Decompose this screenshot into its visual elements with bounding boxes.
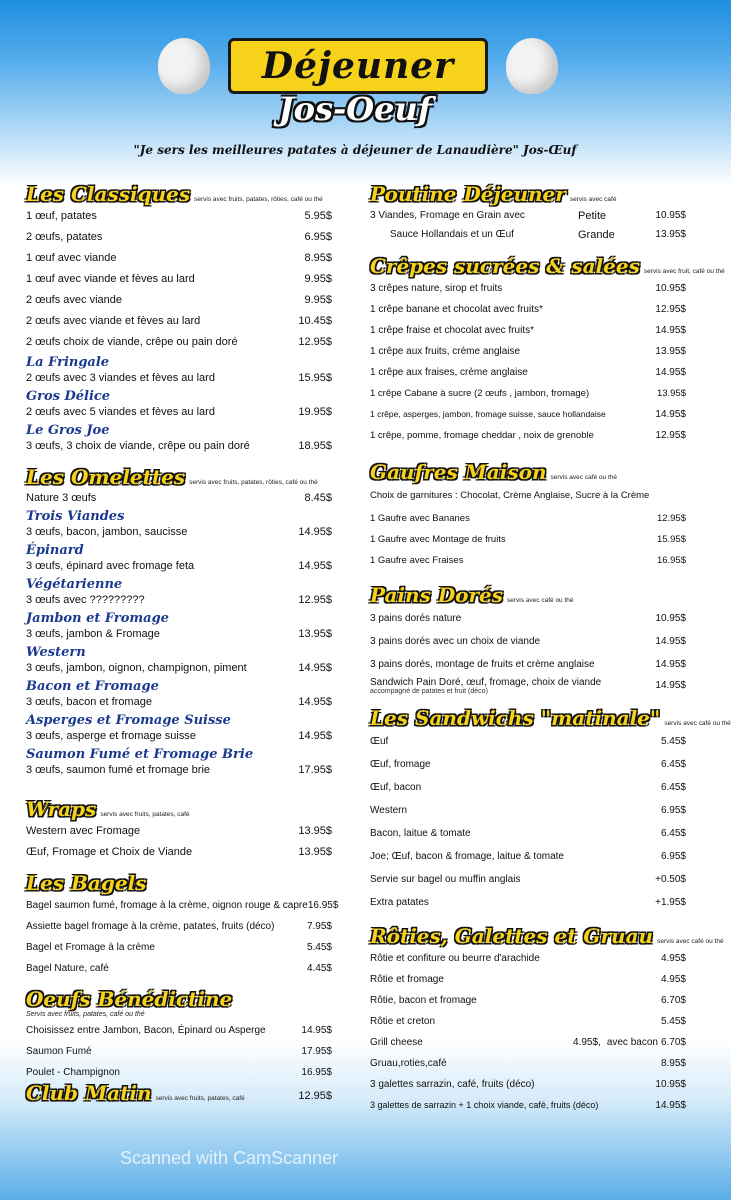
menu-item: 2 œufs avec 3 viandes et fèves au lard 15.95$ (26, 372, 332, 384)
menu-item: Rôtie, bacon et fromage 6.70$ (370, 995, 686, 1006)
menu-item: Bacon, laitue & tomate 6.45$ (370, 828, 686, 839)
section-header-crepes (370, 254, 725, 278)
menu-item: Gruau,roties,café 8.95$ (370, 1058, 686, 1069)
section-note: servis avec café ou thé (550, 474, 617, 481)
item-footnote: accompagné de patates et fruit (déco) (370, 688, 488, 695)
section-header-bagels (26, 871, 332, 895)
menu-item: 3 pains dorés, montage de fruits et crème anglaise 14.95$ (370, 659, 686, 670)
page-title: Déjeuner (261, 45, 455, 87)
menu-item: Sandwich Pain Doré, œuf, fromage, choix de viande accompagné de patates et fruit (déco) 14.95$ (370, 677, 686, 695)
menu-item: Œuf 5.45$ (370, 736, 686, 747)
section-note: servis avec fruits, patates, café (155, 1095, 245, 1102)
section-header-sandwichs (370, 706, 731, 730)
section-note: servis avec fruits, patates, café (100, 811, 190, 818)
menu-item: 3 œufs, asperge et fromage suisse 14.95$ (26, 730, 332, 742)
item-subtitle: Asperges et Fromage Suisse (26, 713, 231, 728)
menu-item: 1 œuf avec viande 8.95$ (26, 252, 332, 264)
section-header-roties (370, 924, 724, 948)
menu-item: 3 œufs, bacon, jambon, saucisse 14.95$ (26, 526, 332, 538)
item-subtitle: Végétarienne (26, 577, 123, 592)
section-title: Poutine Déjeuner (370, 182, 566, 206)
menu-item: 1 crêpe Cabane à sucre (2 œufs , jambon, fromage) 13.95$ (370, 388, 686, 399)
section-title: Oeufs Bénédictine (26, 987, 233, 1011)
menu-item: Servie sur bagel ou muffin anglais +0.50$ (370, 874, 686, 885)
menu-item: 3 œufs avec ????????? 12.95$ (26, 594, 332, 606)
menu-item: 3 œufs, bacon et fromage 14.95$ (26, 696, 332, 708)
menu-item: Œuf, fromage 6.45$ (370, 759, 686, 770)
menu-item: 1 crêpe banane et chocolat avec fruits* 12.95$ (370, 304, 686, 315)
scanner-watermark: Scanned with CamScanner (120, 1148, 339, 1168)
item-subtitle: Épinard (26, 543, 84, 558)
menu-item: 1 Gaufre avec Bananes 12.95$ (370, 513, 686, 524)
menu-item: Saumon Fumé 17.95$ (26, 1046, 332, 1057)
menu-item: Œuf, bacon 6.45$ (370, 782, 686, 793)
menu-item: 3 œufs, jambon & Fromage 13.95$ (26, 628, 332, 640)
section-title: Crêpes sucrées & salées (370, 254, 640, 278)
menu-item: Western 6.95$ (370, 805, 686, 816)
cracked-egg-icon (506, 38, 558, 94)
menu-item: 1 crêpe, pomme, fromage cheddar , noix de grenoble 12.95$ (370, 430, 686, 441)
title-banner (228, 38, 488, 94)
menu-item: 1 crêpe fraise et chocolat avec fruits* 14.95$ (370, 325, 686, 336)
menu-item: Sauce Hollandais et un Œuf Grande 13.95$ (390, 229, 686, 241)
menu-item: Bagel et Fromage à la crème 5.45$ (26, 942, 332, 953)
left-column (26, 178, 339, 1109)
section-title: Gaufres Maison (370, 460, 547, 484)
cracked-egg-icon (158, 38, 210, 94)
menu-item: Nature 3 œufs 8.45$ (26, 492, 332, 504)
menu-item: 3 galettes de sarrazin + 1 choix viande, café, fruits (déco) 14.95$ (370, 1100, 686, 1111)
section-note: Servis avec fruits, patates, café ou thé (26, 1011, 145, 1018)
menu-item: Rôtie et creton 5.45$ (370, 1016, 686, 1027)
section-title: Les Omelettes (26, 465, 186, 489)
menu-item: 3 crêpes nature, sirop et fruits 10.95$ (370, 283, 686, 294)
item-subtitle: Le Gros Joe (26, 423, 110, 438)
section-title: Les Classiques (26, 182, 191, 206)
menu-item: 2 œufs avec viande et fèves au lard 10.45$ (26, 315, 332, 327)
menu-item: 1 crêpe aux fraises, crème anglaise 14.95$ (370, 367, 686, 378)
menu-item: Œuf, Fromage et Choix de Viande 13.95$ (26, 846, 332, 858)
menu-item-name: Sandwich Pain Doré, œuf, fromage, choix de viande (370, 677, 602, 688)
menu-item: 3 galettes sarrazin, café, fruits (déco) 10.95$ (370, 1079, 686, 1090)
section-header-benedictine (26, 987, 332, 1011)
menu-item: 3 pains dorés nature 10.95$ (370, 613, 686, 624)
menu-header (0, 0, 710, 170)
slogan: "Je sers les meilleures patates à déjeuner de Lanaudière" Jos-Œuf (133, 143, 577, 157)
section-note: servis avec fruit, café ou thé (643, 268, 725, 275)
item-subtitle: Saumon Fumé et Fromage Brie (26, 747, 254, 762)
menu-item: 2 œufs, patates 6.95$ (26, 231, 332, 243)
section-header-poutine (370, 182, 686, 206)
menu-item: 2 œufs avec 5 viandes et fèves au lard 19.95$ (26, 406, 332, 418)
garnish-choices: Choix de garnitures : Chocolat, Crème Anglaise, Sucre à la Crème (370, 490, 650, 501)
section-header-pains (370, 583, 686, 607)
menu-item: Joe; Œuf, bacon & fromage, laitue & tomate 6.95$ (370, 851, 686, 862)
section-note: servis avec fruits, patates, rôties, café ou thé (189, 479, 318, 486)
section-note: servis avec fruits, patates, rôties, café ou thé (194, 196, 323, 203)
menu-item: Rôtie et fromage 4.95$ (370, 974, 686, 985)
section-header-wraps (26, 797, 332, 821)
menu-item: 3 œufs, saumon fumé et fromage brie 17.95$ (26, 764, 332, 776)
item-subtitle: Jambon et Fromage (26, 611, 169, 626)
menu-item: 1 crêpe aux fruits, crème anglaise 13.95$ (370, 346, 686, 357)
section-note: servis avec café ou thé (664, 720, 731, 727)
menu-item: 1 crêpe, asperges, jambon, fromage suisse, sauce hollandaise 14.95$ (370, 409, 686, 420)
menu-item: 1 Gaufre avec Fraises 16.95$ (370, 555, 686, 566)
item-subtitle: Western (26, 645, 86, 660)
brand-logo: Jos-Oeuf (278, 90, 432, 128)
menu-item: 2 œufs choix de viande, crêpe ou pain doré 12.95$ (26, 336, 332, 348)
menu-item: 3 pains dorés avec un choix de viande 14.95$ (370, 636, 686, 647)
menu-item: Poulet - Champignon 16.95$ (26, 1067, 332, 1078)
menu-item: 3 œufs, jambon, oignon, champignon, piment 14.95$ (26, 662, 332, 674)
menu-item: 2 œufs avec viande 9.95$ (26, 294, 332, 306)
section-title: Wraps (26, 797, 97, 821)
menu-item: Choisissez entre Jambon, Bacon, Épinard ou Asperge 14.95$ (26, 1025, 332, 1036)
menu-item: 1 Gaufre avec Montage de fruits 15.95$ (370, 534, 686, 545)
menu-item: Bagel saumon fumé, fromage à la crème, oignon rouge & capre 16.95$ (26, 900, 339, 911)
item-subtitle: Bacon et Fromage (26, 679, 159, 694)
section-note: servis avec café ou thé (507, 597, 574, 604)
menu-item: 3 Viandes, Fromage en Grain avec Petite 10.95$ (370, 210, 686, 222)
right-column (370, 178, 731, 1116)
menu-item: Western avec Fromage 13.95$ (26, 825, 332, 837)
section-title: Pains Dorés (370, 583, 504, 607)
section-note: servis avec café ou thé (657, 938, 724, 945)
menu-item: Grill cheese 4.95$, avec bacon 6.70$ (370, 1037, 686, 1048)
section-header-club (26, 1083, 332, 1109)
section-title: Club Matin (26, 1081, 152, 1105)
item-subtitle: Trois Viandes (26, 509, 125, 524)
menu-item: 3 œufs, 3 choix de viande, crêpe ou pain doré 18.95$ (26, 440, 332, 452)
menu-item: 3 œufs, épinard avec fromage feta 14.95$ (26, 560, 332, 572)
menu-item: Bagel Nature, café 4.45$ (26, 963, 332, 974)
menu-item: Assiette bagel fromage à la crème, patates, fruits (déco) 7.95$ (26, 921, 332, 932)
menu-item: 1 œuf avec viande et fèves au lard 9.95$ (26, 273, 332, 285)
menu-price: 12.95$ (298, 1089, 332, 1102)
menu-item: Rôtie et confiture ou beurre d'arachide 4.95$ (370, 953, 686, 964)
section-header-classiques (26, 182, 332, 206)
section-note: servis avec café (569, 196, 617, 203)
menu-item: Extra patates +1.95$ (370, 897, 686, 908)
section-title: Rôties, Galettes et Gruau (370, 924, 654, 948)
section-header-gaufres (370, 460, 686, 484)
item-subtitle: Gros Délice (26, 389, 111, 404)
section-header-omelettes (26, 465, 332, 489)
item-subtitle: La Fringale (26, 355, 110, 370)
section-title: Les Bagels (26, 871, 147, 895)
menu-item: 1 œuf, patates 5.95$ (26, 210, 332, 222)
section-title: Les Sandwichs "matinale" (370, 706, 661, 730)
